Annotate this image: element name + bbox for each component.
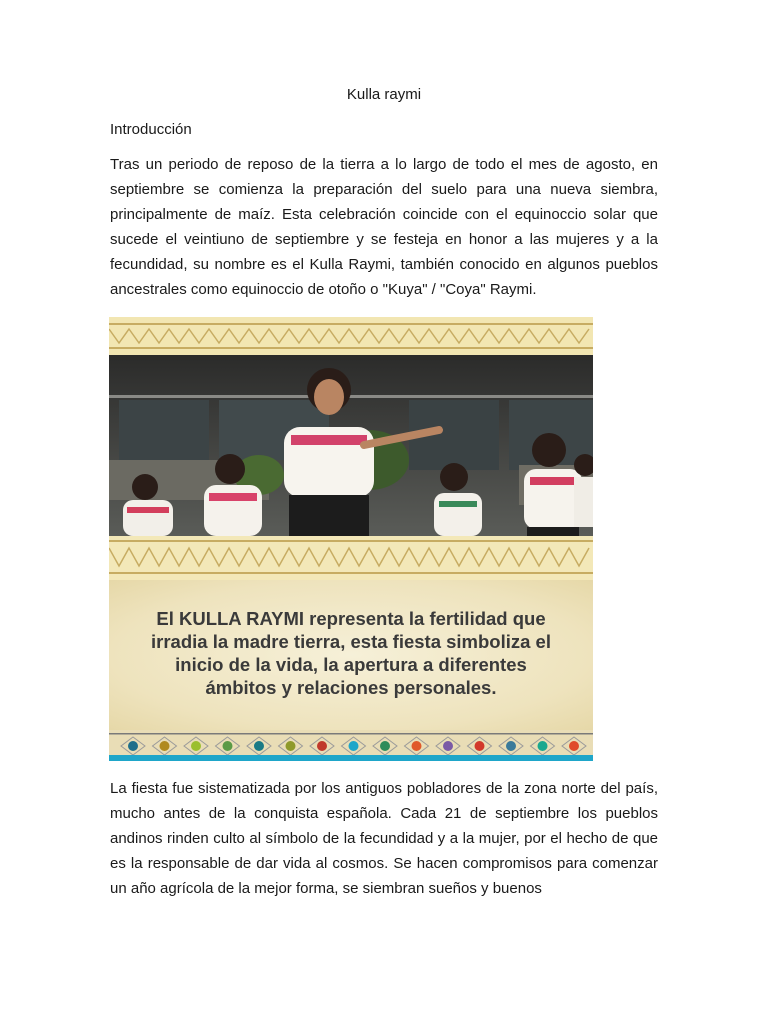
middle-pattern-band	[109, 536, 593, 580]
body-paragraph: La fiesta fue sistematizada por los antiguos pobladores de la zona norte del país, mucho antes de la conquista española. Cada 21 de septiembre los pueblos andinos rinden culto al símbolo de la fecundidad y a la mujer, por el hecho de que es la responsable de dar vida al cosmos. Se hacen compromisos para comenzar un año agrícola de la mejor forma, se siembran sueños y buenos	[110, 780, 658, 897]
intro-paragraph: Tras un periodo de reposo de la tierra a lo largo de todo el mes de agosto, en septiembre se comienza la preparación del suelo para una nueva siembra, principalmente de maíz. Esta celebración coincide con el equinoccio solar que sucede el veintiuno de septiembre y se festeja en honor a las mujeres y a la fecundidad, su nombre es el Kulla Raymi, también conocido en algunos pueblos ancestrales como equinoccio de otoño o "Kuya" / "Coya" Raymi.	[110, 156, 658, 298]
border-dot	[538, 741, 548, 751]
dancers-illustration	[109, 355, 593, 536]
document-title: Kulla raymi	[346, 86, 422, 103]
border-dot	[475, 741, 485, 751]
top-zigzag-pattern	[109, 317, 593, 355]
border-dot	[412, 741, 422, 751]
border-dot	[569, 741, 579, 751]
accent-line	[109, 755, 593, 761]
kulla-raymi-figure	[109, 317, 593, 761]
middle-zigzag-pattern	[109, 536, 593, 580]
figure-caption: El KULLA RAYMI representa la fertilidad que irradia la madre tierra, esta fiesta simboliza el inicio de la vida, la apertura a diferentes ámbitos y relaciones personales.	[151, 608, 551, 698]
border-dot	[254, 741, 264, 751]
border-dot	[506, 741, 516, 751]
border-dot	[128, 741, 138, 751]
dancers-photo	[109, 355, 593, 536]
border-dot	[223, 741, 233, 751]
border-dot	[286, 741, 296, 751]
border-dot	[380, 741, 390, 751]
border-dot	[191, 741, 201, 751]
top-pattern-band	[109, 317, 593, 355]
dancer-far-right	[574, 454, 593, 527]
border-dot	[443, 741, 453, 751]
border-dot	[317, 741, 327, 751]
border-dot	[160, 741, 170, 751]
section-heading: Introducción	[110, 121, 192, 138]
border-dot	[349, 741, 359, 751]
